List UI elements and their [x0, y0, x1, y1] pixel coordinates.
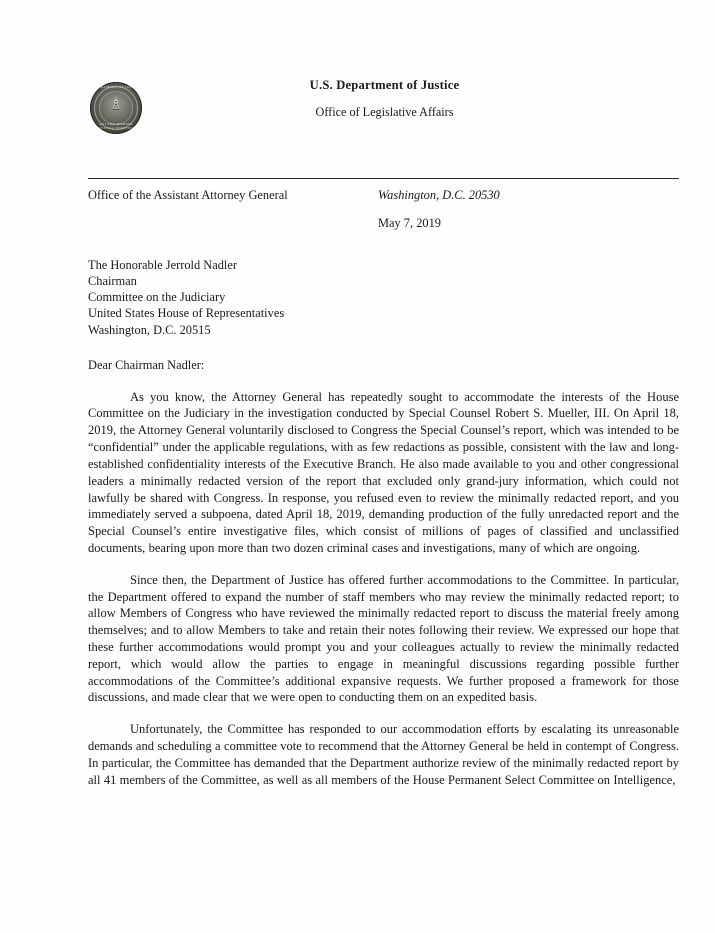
recipient-line-4: United States House of Representatives [88, 306, 285, 321]
recipient-line-1: The Honorable Jerrold Nadler [88, 258, 237, 272]
letter-body [88, 389, 679, 789]
letterhead-text-block [90, 78, 679, 120]
body-paragraph: Unfortunately, the Committee has responded to our accommodation efforts by escalating its unreasonable demands and scheduling a committee vote to recommend that the Attorney General be held in contempt of Congress. In particular, the Committee has demanded that the Department authorize review of the minimally redacted report by all 41 members of the Committee, as well as all members of the House Permanent Select Committee on Intelligence, [88, 722, 679, 787]
seal-top-text: DEPARTMENT OF JUSTICE [91, 85, 141, 89]
recipient-line-3: Committee on the Judiciary [88, 290, 226, 305]
recipient-line-2: Chairman [88, 274, 137, 289]
sender-office-title: Office of the Assistant Attorney General [88, 188, 288, 202]
horizontal-rule [88, 178, 679, 179]
sender-city-zip: Washington, D.C. 20530 [378, 188, 500, 202]
recipient-line-5: Washington, D.C. 20515 [88, 322, 211, 337]
doj-seal-icon [90, 82, 142, 134]
salutation: Dear Chairman Nadler: [88, 357, 205, 372]
department-name: U.S. Department of Justice [309, 78, 460, 92]
body-paragraph: Since then, the Department of Justice has offered further accommodations to the Committee. In particular, the Department offered to expand the number of staff members who may review the minimally redacted report; to allow Members of Congress who have reviewed the minimally redacted report to discuss the material freely among themselves; and to allow Members to take and retain their notes following their review. We expressed our hope that these further accommodations would prompt you and your colleagues actually to review the minimally redacted report, which would allow the parties to engage in meaningful discussions regarding possible further accommodations of the Committee’s additional expansive requests. We further proposed a framework for those discussions, and made clear that we were open to conducting them on an expedited basis. [88, 572, 679, 705]
recipient-address-block [88, 257, 679, 338]
body-paragraph: As you know, the Attorney General has repeatedly sought to accommodate the interests of the House Committee on the Judiciary in the investigation conducted by Special Counsel Robert S. Mueller, III. On April 18, 2019, the Attorney General voluntarily disclosed to Congress the Special Counsel’s report, which was intended to be “confidential” under the applicable regulations, with as few redactions as possible, consistent with the law and long-established confidentiality interests of the Executive Branch. He also made available to you and other congressional leaders a minimally redacted version of the report that excluded only grand-jury information, which could not lawfully be shared with Congress. In response, you refused even to review the minimally redacted report, and you immediately served a subpoena, dated April 18, 2019, demanding production of the fully unredacted report and the Special Counsel’s entire investigative files, which consist of millions of pages of classified and unclassified documents, bearing upon more than two dozen criminal cases and investigations, many of which are ongoing. [88, 389, 679, 555]
office-name: Office of Legislative Affairs [315, 105, 454, 119]
seal-eagle-icon: ♗ [109, 96, 123, 113]
header-row [88, 188, 679, 206]
seal-bottom-text: QUI PRO DOMINA JUSTITIA SEQUITUR [96, 122, 136, 130]
letter-date: May 7, 2019 [378, 216, 441, 230]
letterhead [0, 0, 715, 160]
